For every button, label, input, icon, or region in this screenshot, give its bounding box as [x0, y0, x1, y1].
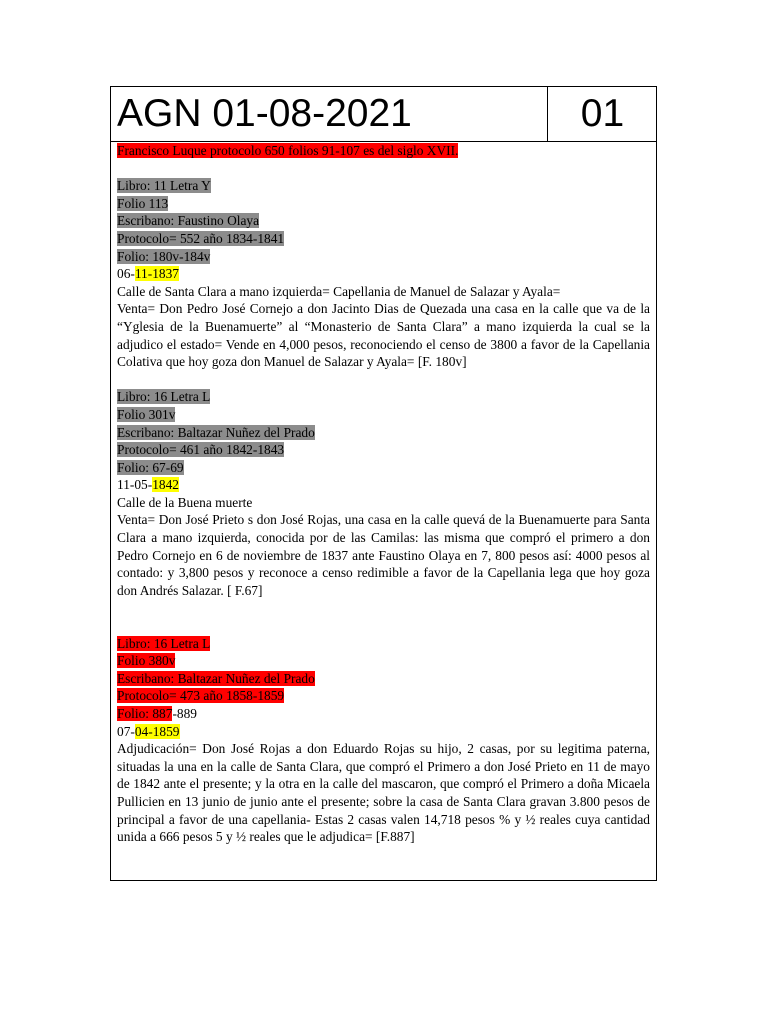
entry3-date-highlight: 04-1859: [134, 723, 180, 739]
entry3-date-prefix: 07-: [117, 723, 135, 739]
entry1-folios: Folio: 180v-184v: [117, 248, 211, 264]
entry2-street: Calle de la Buena muerte: [117, 494, 253, 510]
entry1-escribano: Escribano: Faustino Olaya: [117, 213, 260, 229]
entry-3: [117, 635, 650, 846]
entry2-folio: Folio 301v: [117, 406, 176, 422]
entry-2: [117, 388, 650, 599]
entry3-folio: Folio 380v: [117, 653, 176, 669]
intro-note: Francisco Luque protocolo 650 folios 91-107 es del siglo XVII.: [117, 143, 459, 158]
entry-1: [117, 177, 650, 371]
entry2-folios: Folio: 67-69: [117, 459, 184, 475]
entry1-libro: Libro: 11 Letra Y: [117, 178, 211, 194]
entry1-date-prefix: 06-: [117, 266, 135, 282]
page-number: 01: [580, 92, 625, 135]
entry3-folios-rest: -889: [172, 706, 197, 721]
document-title: AGN 01-08-2021: [117, 92, 412, 135]
entry3-escribano: Escribano: Baltazar Nuñez del Prado: [117, 670, 315, 686]
entry1-protocolo: Protocolo= 552 año 1834-1841: [117, 230, 285, 246]
entry2-date-prefix: 11-05-: [117, 477, 153, 493]
document-frame: [110, 86, 657, 881]
entry2-date-highlight: 1842: [152, 477, 179, 493]
entry3-text: Adjudicación= Don José Rojas a don Eduardo Rojas su hijo, 2 casas, por su legitima paterna, situadas la una en la calle de Santa Clara, que compró el Primero a don José Prieto en 11 de mayo de 1842 ante el presente; y la otra en la calle del mascaron, que compró el Primero a doña Micaela Pullicien en 13 junio de junio ante el presente; sobre la casa de Santa Clara gravan 3.800 pesos de principal a favor de una capellania- Estas 2 casas valen 14,718 pesos % y ½ reales cuya cantidad unida a 666 pesos 5 y ½ reales que le adjudica= [F.887]: [117, 741, 650, 845]
entry1-text: Venta= Don Pedro José Cornejo a don Jacinto Dias de Quezada una casa en la calle que va de la “Yglesia de la Buenamuerte” al “Monasterio de Santa Clara” a mano izquierda la cual se la adjudico el estado= Vende en 4,000 pesos, reconociendo el censo de 3800 a favor de la Capellania Colativa que hoy goza don Manuel de Salazar y Ayala= [F. 180v]: [117, 301, 650, 370]
document-body: [117, 142, 650, 846]
entry2-escribano: Escribano: Baltazar Nuñez del Prado: [117, 424, 315, 440]
entry1-date-highlight: 11-1837: [134, 266, 179, 282]
entry3-libro: Libro: 16 Letra L: [117, 635, 211, 651]
header-row: [111, 87, 656, 142]
entry1-folio: Folio 113: [117, 195, 169, 211]
entry2-protocolo: Protocolo= 461 año 1842-1843: [117, 442, 285, 458]
entry2-text: Venta= Don José Prieto s don José Rojas, una casa en la calle quevá de la Buenamuerte para Santa Clara a mano izquierda, conocida por de las Camilas: las misma que compró el primero a don Pedro Cornejo en 6 de noviembre de 1837 ante Faustino Olaya en 7, 800 pesos así: 4000 pesos al contado: y 3,800 pesos y reconoce a censo redimible a favor de la Capellania lega que hoy goza don Andrés Salazar. [ F.67]: [117, 512, 650, 598]
entry1-street: Calle de Santa Clara a mano izquierda= Capellania de Manuel de Salazar y Ayala=: [117, 283, 561, 299]
entry3-protocolo: Protocolo= 473 año 1858-1859: [117, 688, 285, 704]
entry2-libro: Libro: 16 Letra L: [117, 389, 211, 405]
entry3-folios-highlight: Folio: 887: [117, 706, 173, 721]
